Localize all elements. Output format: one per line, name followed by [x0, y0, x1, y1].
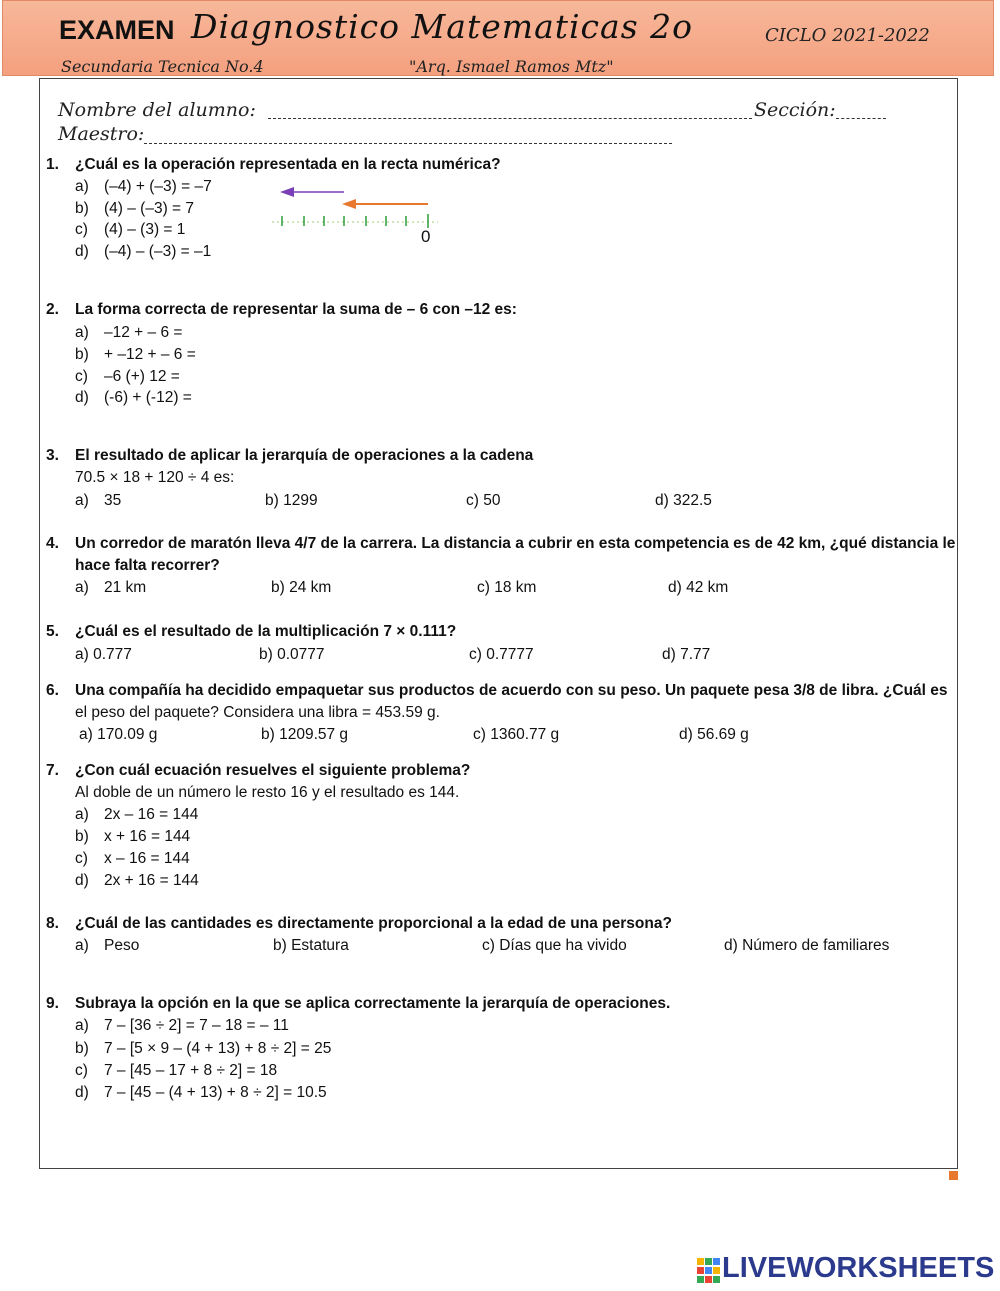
question-6-text: Una compañía ha decidido empaquetar sus productos de acuerdo con su peso. Un paquete pesa 3/8 de libra. ¿Cuál es: [75, 682, 948, 699]
q4-option-a[interactable]: 21 km: [104, 579, 147, 596]
exam-title: Diagnostico Matematicas 2o: [191, 7, 694, 46]
q3-option-a-letter: a): [75, 492, 89, 509]
question-4-text-line2: hace falta recorrer?: [75, 557, 220, 574]
purple-arrow: [280, 187, 344, 197]
q7-option-a-letter: a): [75, 806, 89, 823]
q2-option-c-letter: c): [75, 368, 88, 385]
number-line-ticks: [282, 214, 428, 228]
q2-option-a-letter: a): [75, 324, 89, 341]
question-4-number: 4.: [46, 535, 59, 552]
teacher-label: Maestro:: [58, 123, 145, 145]
q9-option-c-letter: c): [75, 1062, 88, 1079]
q2-option-b-letter: b): [75, 346, 89, 363]
q6-option-c[interactable]: c) 1360.77 g: [473, 726, 560, 743]
q6-option-a[interactable]: a) 170.09 g: [79, 726, 158, 743]
q4-option-b[interactable]: b) 24 km: [271, 579, 332, 596]
question-8-text: ¿Cuál de las cantidades es directamente proporcional a la edad de una persona?: [75, 915, 672, 932]
q7-option-b-letter: b): [75, 828, 89, 845]
number-line-figure: [264, 180, 454, 245]
q7-option-a[interactable]: 2x – 16 = 144: [104, 806, 199, 823]
q8-option-a-letter: a): [75, 937, 89, 954]
question-5-text: ¿Cuál es el resultado de la multiplicación 7 × 0.111?: [75, 623, 457, 640]
school-name: Secundaria Tecnica No.4: [61, 57, 264, 76]
q7-option-d-letter: d): [75, 872, 89, 889]
question-8-number: 8.: [46, 915, 59, 932]
orange-arrow: [342, 199, 428, 209]
question-2-text: La forma correcta de representar la suma de – 6 con –12 es:: [75, 301, 517, 318]
q9-option-c[interactable]: 7 – [45 – 17 + 8 ÷ 2] = 18: [104, 1062, 278, 1079]
question-7-problem: Al doble de un número le resto 16 y el resultado es 144.: [75, 784, 460, 801]
q4-option-a-letter: a): [75, 579, 89, 596]
question-3-number: 3.: [46, 447, 59, 464]
question-6-text-line2: el peso del paquete? Considera una libra = 453.59 g.: [75, 704, 440, 721]
question-1-number: 1.: [46, 156, 59, 173]
question-7-text: ¿Con cuál ecuación resuelves el siguiente problema?: [75, 762, 471, 779]
school-cycle: CICLO 2021-2022: [765, 25, 930, 46]
q9-option-d[interactable]: 7 – [45 – (4 + 13) + 8 ÷ 2] = 10.5: [104, 1084, 327, 1101]
question-9-number: 9.: [46, 995, 59, 1012]
q7-option-c-letter: c): [75, 850, 88, 867]
worksheet-header: [2, 0, 994, 76]
q8-option-b[interactable]: b) Estatura: [273, 937, 349, 954]
q2-option-d[interactable]: (-6) + (-12) =: [104, 389, 192, 406]
q3-option-c[interactable]: c) 50: [466, 492, 501, 509]
section-field[interactable]: [836, 118, 886, 119]
q2-option-c[interactable]: –6 (+) 12 =: [104, 368, 180, 385]
number-line-zero: 0: [421, 227, 431, 245]
q5-option-a[interactable]: a) 0.777: [75, 646, 132, 663]
q1-option-a[interactable]: (–4) + (–3) = –7: [104, 178, 212, 195]
question-3-text: El resultado de aplicar la jerarquía de operaciones a la cadena: [75, 447, 534, 464]
q1-option-d-letter: d): [75, 243, 89, 260]
q1-option-c[interactable]: (4) – (3) = 1: [104, 221, 186, 238]
q9-option-d-letter: d): [75, 1084, 89, 1101]
q8-option-a[interactable]: Peso: [104, 937, 140, 954]
q1-option-d[interactable]: (–4) – (–3) = –1: [104, 243, 212, 260]
q6-option-d[interactable]: d) 56.69 g: [679, 726, 749, 743]
liveworksheets-logo-icon: [697, 1258, 721, 1288]
q6-option-b[interactable]: b) 1209.57 g: [261, 726, 349, 743]
q8-option-c[interactable]: c) Días que ha vivido: [482, 937, 627, 954]
exam-label: EXAMEN: [59, 15, 175, 45]
q5-option-c[interactable]: c) 0.7777: [469, 646, 534, 663]
question-2-number: 2.: [46, 301, 59, 318]
q1-option-b-letter: b): [75, 200, 89, 217]
q1-option-b[interactable]: (4) – (–3) = 7: [104, 200, 195, 217]
question-6-number: 6.: [46, 682, 59, 699]
teacher-field[interactable]: [144, 143, 672, 144]
q1-option-c-letter: c): [75, 221, 88, 238]
q3-option-d[interactable]: d) 322.5: [655, 492, 712, 509]
student-name-field[interactable]: [268, 118, 752, 119]
q8-option-d[interactable]: d) Número de familiares: [724, 937, 890, 954]
question-5-number: 5.: [46, 623, 59, 640]
q1-option-a-letter: a): [75, 178, 89, 195]
q2-option-b[interactable]: + –12 + – 6 =: [104, 346, 196, 363]
q4-option-d[interactable]: d) 42 km: [668, 579, 729, 596]
school-architect-name: "Arq. Ismael Ramos Mtz": [409, 57, 614, 76]
q9-option-b-letter: b): [75, 1040, 89, 1057]
question-7-number: 7.: [46, 762, 59, 779]
q5-option-b[interactable]: b) 0.0777: [259, 646, 325, 663]
q3-option-b[interactable]: b) 1299: [265, 492, 318, 509]
q2-option-a[interactable]: –12 + – 6 =: [104, 324, 183, 341]
liveworksheets-brand[interactable]: LIVEWORKSHEETS: [722, 1252, 995, 1284]
q7-option-b[interactable]: x + 16 = 144: [104, 828, 191, 845]
q3-option-a[interactable]: 35: [104, 492, 122, 509]
q9-option-b[interactable]: 7 – [5 × 9 – (4 + 13) + 8 ÷ 2] = 25: [104, 1040, 332, 1057]
question-3-expression: 70.5 × 18 + 120 ÷ 4 es:: [75, 469, 235, 486]
student-name-label: Nombre del alumno:: [58, 99, 256, 121]
q7-option-d[interactable]: 2x + 16 = 144: [104, 872, 199, 889]
q9-option-a[interactable]: 7 – [36 ÷ 2] = 7 – 18 = – 11: [104, 1017, 289, 1034]
q7-option-c[interactable]: x – 16 = 144: [104, 850, 190, 867]
q5-option-d[interactable]: d) 7.77: [662, 646, 711, 663]
q2-option-d-letter: d): [75, 389, 89, 406]
question-1-text: ¿Cuál es la operación representada en la recta numérica?: [75, 156, 501, 173]
q4-option-c[interactable]: c) 18 km: [477, 579, 537, 596]
question-4-text: Un corredor de maratón lleva 4/7 de la carrera. La distancia a cubrir en esta competencia es de 42 km, ¿qué distancia le: [75, 535, 956, 552]
q9-option-a-letter: a): [75, 1017, 89, 1034]
question-9-text: Subraya la opción en la que se aplica correctamente la jerarquía de operaciones.: [75, 995, 671, 1012]
corner-marker: [949, 1171, 958, 1180]
section-label: Sección:: [754, 99, 836, 121]
